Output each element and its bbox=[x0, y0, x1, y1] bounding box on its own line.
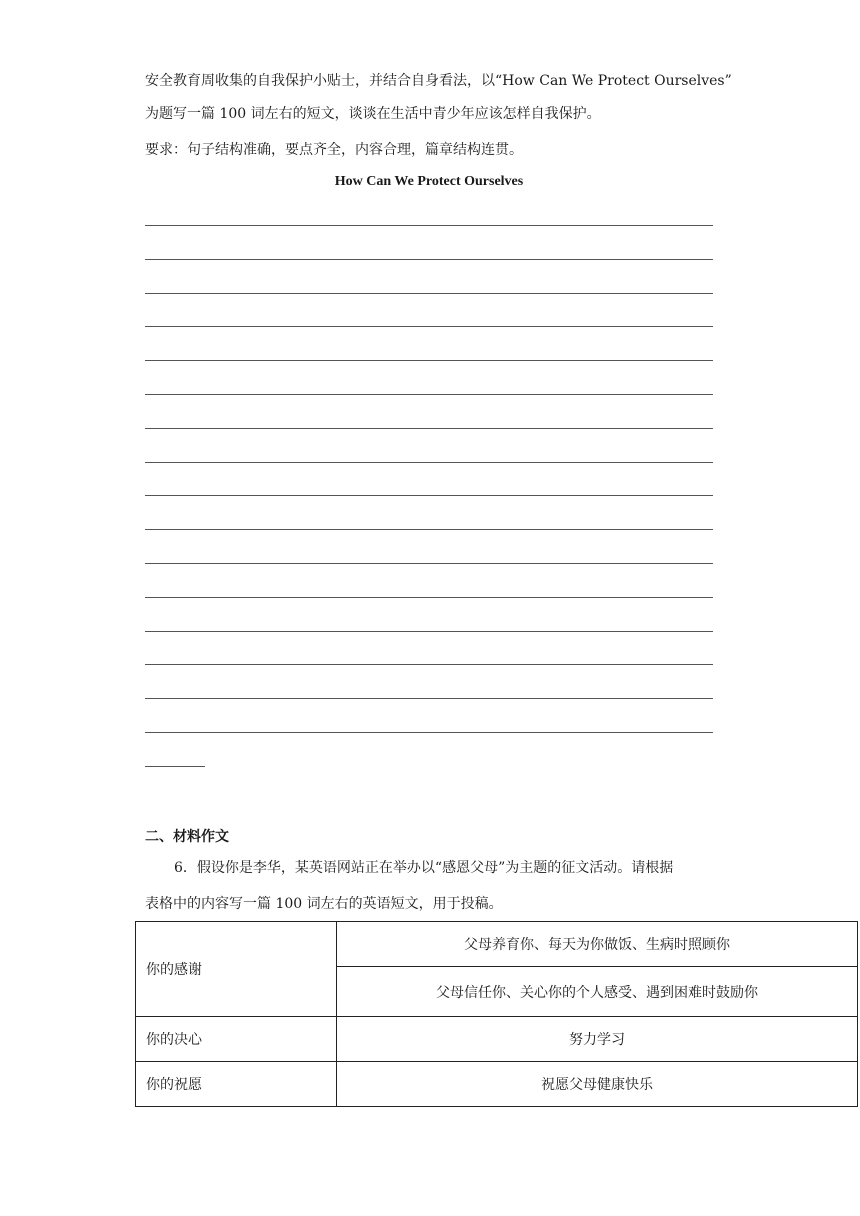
table-label: 你的祝愿 bbox=[136, 1062, 337, 1107]
table-label: 你的决心 bbox=[136, 1017, 337, 1062]
writing-line bbox=[145, 428, 713, 429]
writing-line bbox=[145, 631, 713, 632]
writing-line bbox=[145, 529, 713, 530]
table-cell: 祝愿父母健康快乐 bbox=[337, 1062, 858, 1107]
writing-line bbox=[145, 293, 713, 294]
table-cell: 父母养育你、每天为你做饭、生病时照顾你 bbox=[337, 922, 858, 967]
writing-line bbox=[145, 732, 713, 733]
writing-line bbox=[145, 326, 713, 327]
writing-line bbox=[145, 698, 713, 699]
writing-line bbox=[145, 394, 713, 395]
essay-title: How Can We Protect Ourselves bbox=[334, 174, 524, 189]
writing-line bbox=[145, 664, 713, 665]
writing-line bbox=[145, 360, 713, 361]
section-heading: 二、材料作文 bbox=[145, 829, 229, 845]
question-6-line-2: 表格中的内容写一篇 100 词左右的英语短文，用于投稿。 bbox=[145, 896, 503, 912]
writing-line bbox=[145, 225, 713, 226]
table-cell: 努力学习 bbox=[337, 1017, 858, 1062]
table-row bbox=[136, 922, 858, 967]
writing-line bbox=[145, 597, 713, 598]
writing-line bbox=[145, 563, 713, 564]
table-label: 你的感谢 bbox=[136, 922, 337, 1017]
writing-line-short bbox=[145, 766, 205, 767]
table-cell: 父母信任你、关心你的个人感受、遇到困难时鼓励你 bbox=[337, 967, 858, 1017]
requirements-line: 要求：句子结构准确，要点齐全，内容合理，篇章结构连贯。 bbox=[145, 142, 523, 158]
table-row bbox=[136, 1017, 858, 1062]
writing-line bbox=[145, 259, 713, 260]
info-table bbox=[135, 921, 858, 1107]
instruction-line-2: 为题写一篇 100 词左右的短文，谈谈在生活中青少年应该怎样自我保护。 bbox=[145, 106, 601, 122]
writing-line bbox=[145, 462, 713, 463]
table-row bbox=[136, 1062, 858, 1107]
instruction-line-1: 安全教育周收集的自我保护小贴士，并结合自身看法，以“How Can We Protect Ourselves” bbox=[145, 73, 732, 89]
question-6-line-1: 6．假设你是李华，某英语网站正在举办以“感恩父母”为主题的征文活动。请根据 bbox=[174, 860, 674, 876]
writing-line bbox=[145, 495, 713, 496]
